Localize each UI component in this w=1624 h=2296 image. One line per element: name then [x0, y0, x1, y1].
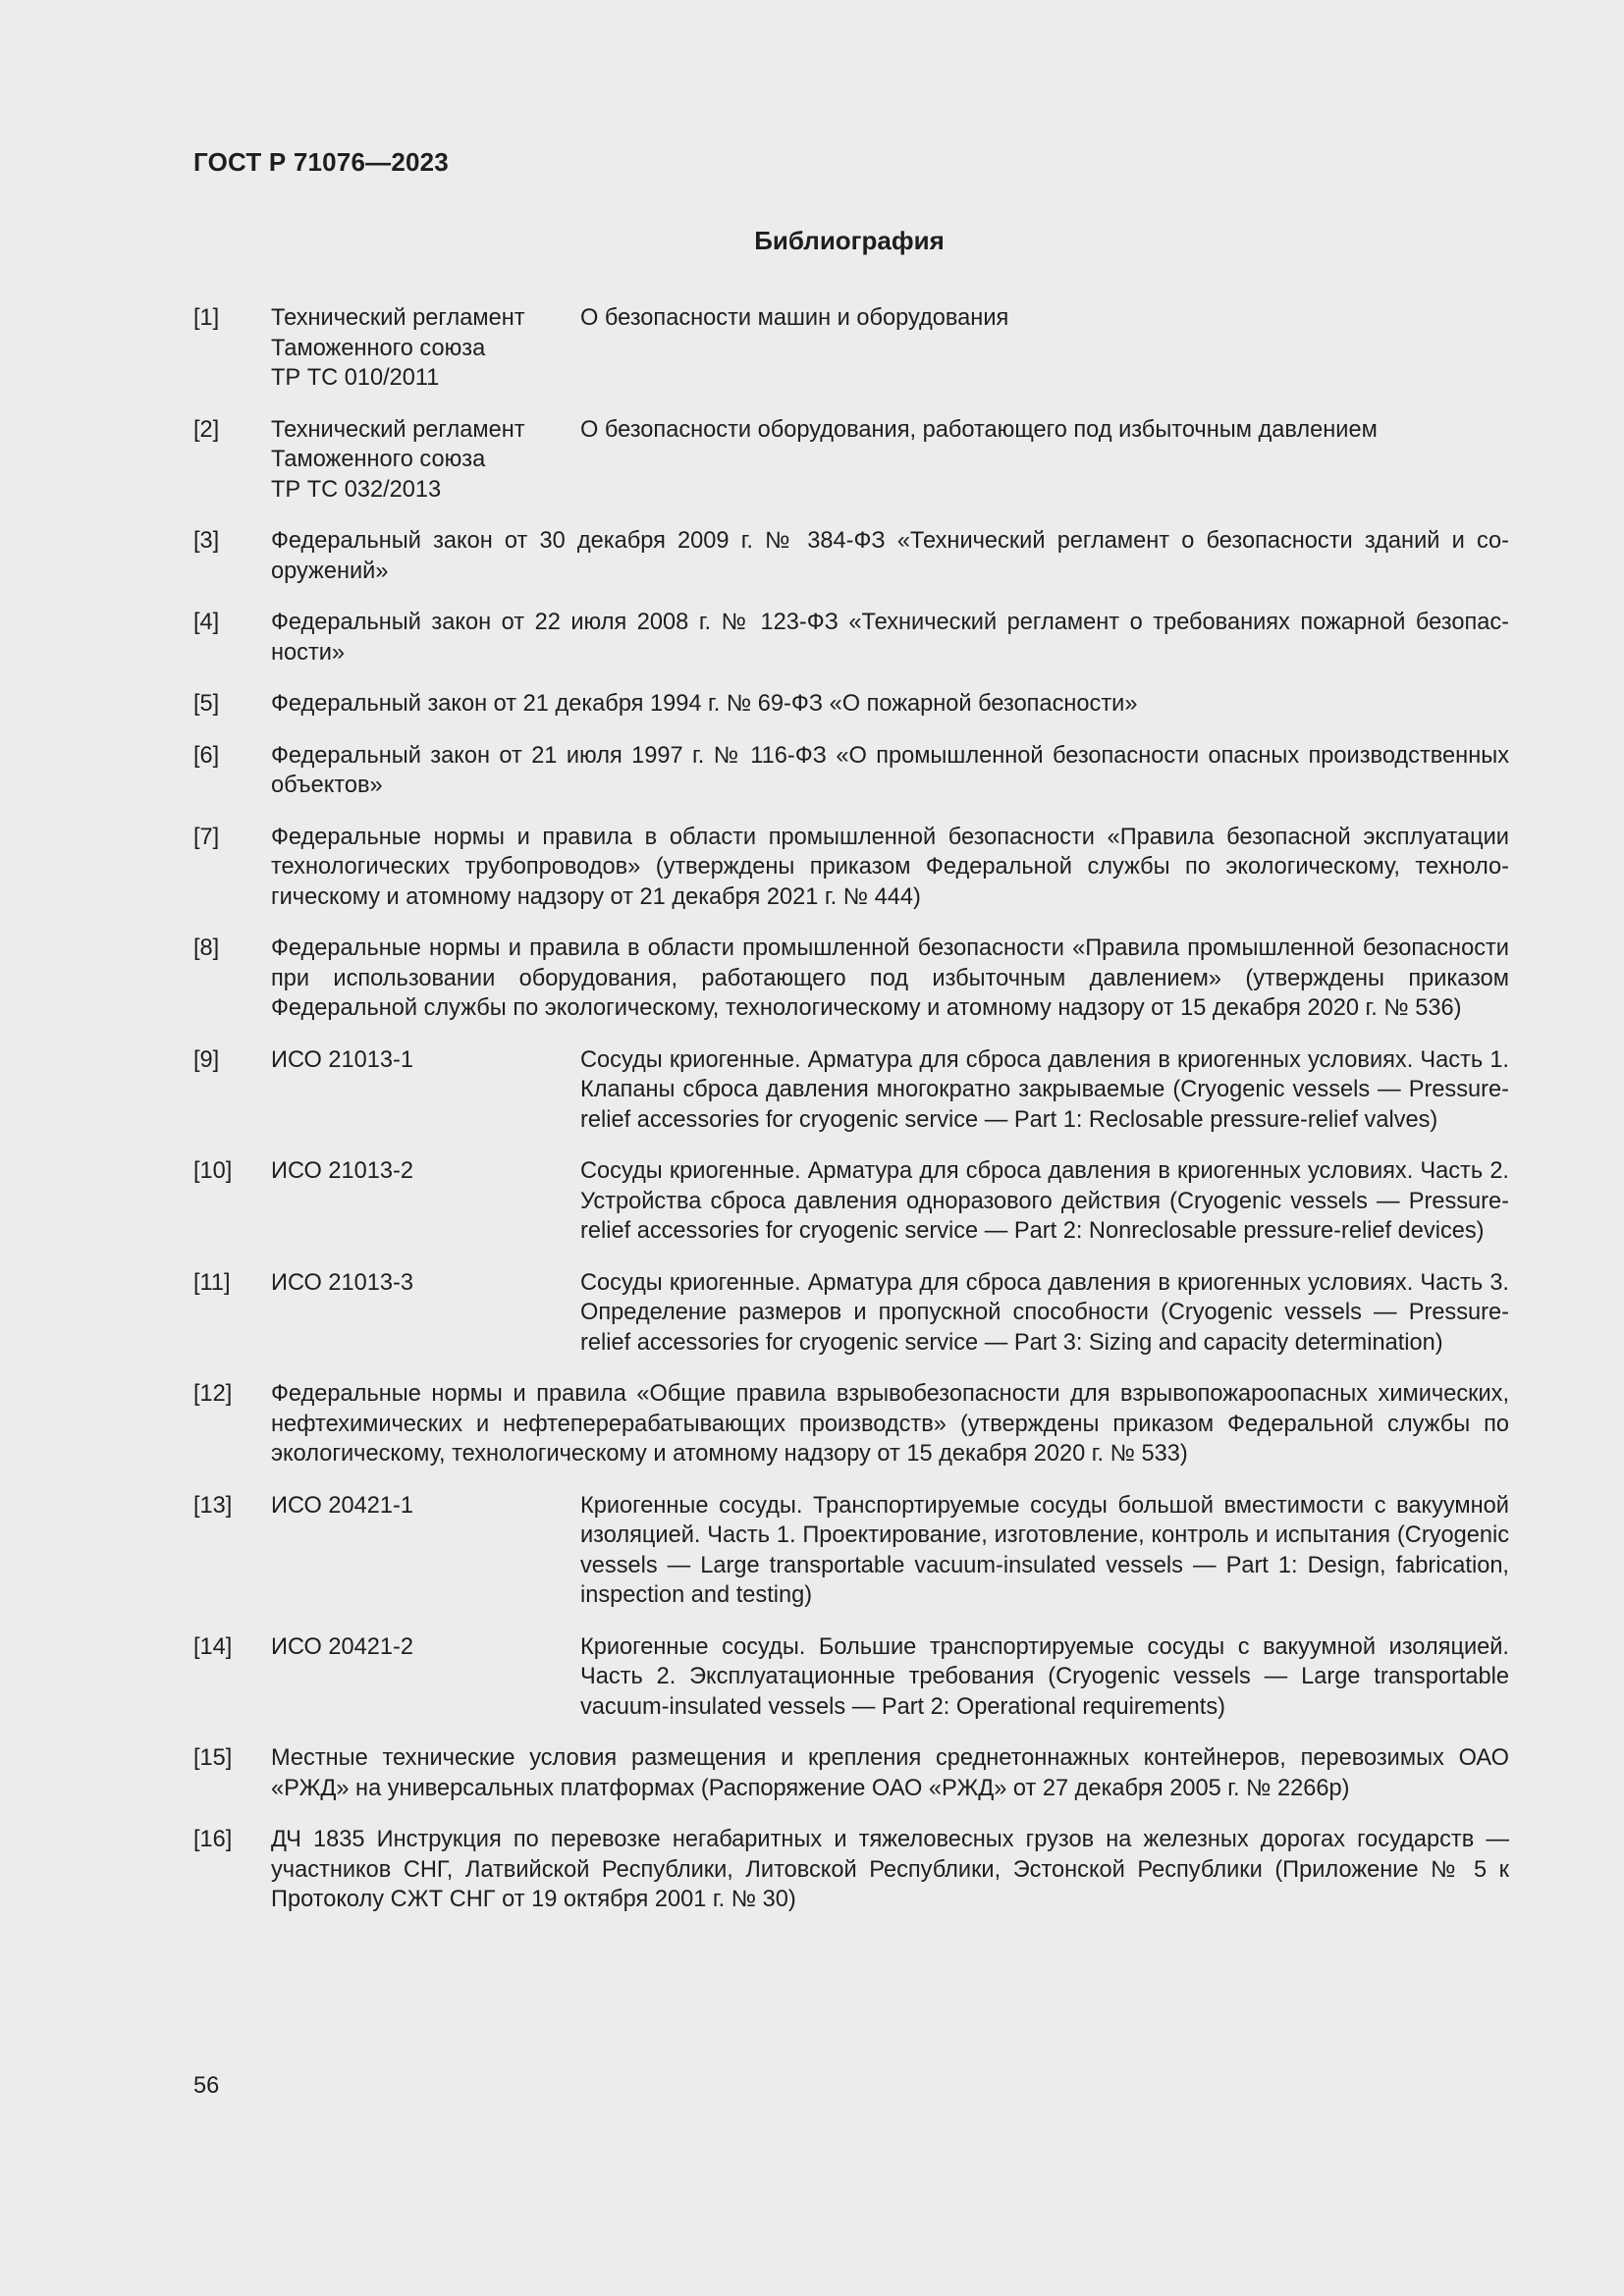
entry-text: Федеральные нормы и правила «Общие правила взрывобезопасности для взрывопожароопасных химических, нефтехимических и нефтеперерабатывающих производств» (утверждены приказом Федеральной службы по экологическому, технологическому и атомному надзору от 15 декабря 2020 г. № 533) [271, 1381, 1509, 1467]
entry-designation-line: Таможенного союза [271, 447, 486, 472]
entry-title: Сосуды криогенные. Арматура для сброса давления в криогенных условиях. Часть 3. Определение размеров и пропускной способности (Cryogenic vessels — Pressure-relief accessories for cryogenic service — Part 3: Sizing and capacity determination) [580, 1269, 1509, 1356]
bibliography-entry [193, 1743, 1509, 1803]
bibliography-entry [193, 1156, 1509, 1247]
entry-number: [9] [193, 1046, 220, 1073]
entry-number: [8] [193, 935, 220, 961]
entry-number: [15] [193, 1745, 233, 1771]
entry-number: [1] [193, 305, 220, 331]
bibliography-entry [193, 1045, 1509, 1136]
bibliography-entry [193, 1379, 1509, 1469]
bibliography-entry [193, 1632, 1509, 1723]
entry-title: О безопасности оборудования, работающего под избыточным давлением [580, 416, 1378, 443]
bibliography-entry [193, 608, 1509, 667]
entry-text: Федеральные нормы и правила в области промышленной безопасности «Правила безопасной эксплуатации технологических трубопроводов» (утверждены приказом Федеральной службы по экологическому, технологическому и атомному надзору от 21 декабря 2021 г. № 444) [271, 824, 1509, 910]
bibliography-entry [193, 934, 1509, 1024]
entry-number: [4] [193, 610, 220, 635]
entry-number: [10] [193, 1158, 233, 1184]
bibliography-entry [193, 1825, 1509, 1915]
bibliography-entry [193, 1491, 1509, 1611]
bibliography-entry [193, 741, 1509, 801]
entry-designation [271, 1268, 580, 1359]
entry-number: [13] [193, 1492, 233, 1519]
bibliography-entry [193, 1268, 1509, 1359]
entry-text: Федеральный закон от 30 декабря 2009 г. № 384-ФЗ «Технический регламент о безопасности зданий и сооружений» [271, 528, 1509, 584]
entry-designation [271, 415, 580, 506]
page-number: 56 [193, 2073, 220, 2099]
entry-number: [12] [193, 1381, 233, 1407]
entry-designation [271, 303, 580, 394]
entry-designation [271, 1632, 580, 1723]
section-title: Библиография [754, 226, 945, 255]
entry-text: ДЧ 1835 Инструкция по перевозке негабаритных и тяжеловесных грузов на железных дорогах государств — участников СНГ, Латвийской Республики, Литовской Республики, Эстонской Республики (Приложение № 5 к Протоколу СЖТ СНГ от 19 октября 2001 г. № 30) [271, 1827, 1509, 1912]
entry-number: [5] [193, 691, 220, 717]
entry-designation [271, 1045, 580, 1136]
entry-text: Федеральный закон от 21 декабря 1994 г. № 69-ФЗ «О пожарной безопасности» [271, 691, 1138, 717]
entry-designation-line: ИСО 21013-1 [271, 1046, 413, 1073]
entry-designation-line: ТР ТС 032/2013 [271, 476, 442, 503]
bibliography-list [193, 303, 1509, 1937]
entry-designation-line: ИСО 20421-1 [271, 1492, 413, 1519]
entry-text: Федеральный закон от 21 июля 1997 г. № 116-ФЗ «О промышленной безопасности опасных производственных объектов» [271, 742, 1509, 798]
entry-designation-line: Таможенного союза [271, 335, 486, 361]
bibliography-entry [193, 415, 1509, 506]
entry-number: [14] [193, 1633, 233, 1660]
entry-title: Криогенные сосуды. Большие транспортируемые сосуды с вакуумной изоляцией. Часть 2. Эксплуатационные требования (Cryogenic vessels — Large transportable vacuum-insulated vessels — Part 2: Operational requirements) [580, 1633, 1509, 1720]
entry-number: [11] [193, 1269, 231, 1296]
bibliography-entry [193, 303, 1509, 394]
entry-designation [271, 1156, 580, 1247]
entry-text: Федеральные нормы и правила в области промышленной безопасности «Правила промышленной безопасности при использовании оборудования, работающего под избыточным давлением» (утверждены приказом Федеральной службы по экологическому, технологическому и атомному надзору от 15 декабря 2020 г. № 536) [271, 935, 1509, 1021]
bibliography-entry [193, 526, 1509, 586]
entry-designation-line: ТР ТС 010/2011 [271, 365, 440, 391]
entry-number: [6] [193, 742, 220, 769]
entry-designation [271, 1491, 580, 1611]
entry-designation-line: ИСО 20421-2 [271, 1633, 413, 1660]
entry-designation-line: Технический регламент [271, 305, 525, 331]
entry-designation-line: ИСО 21013-2 [271, 1158, 413, 1184]
entry-designation-line: Технический регламент [271, 416, 525, 443]
entry-number: [16] [193, 1827, 233, 1852]
entry-title: Криогенные сосуды. Транспортируемые сосуды большой вместимости с вакуумной изоляцией. Часть 1. Проектирование, изготовление, контроль и испытания (Cryogenic vessels — Large transportable vacuum-insulated vessels — Part 1: Design, fabrication, inspection and testing) [580, 1492, 1509, 1608]
bibliography-entry [193, 689, 1509, 720]
entry-title: О безопасности машин и оборудования [580, 305, 1009, 331]
entry-number: [7] [193, 824, 220, 850]
entry-title: Сосуды криогенные. Арматура для сброса давления в криогенных условиях. Часть 1. Клапаны сброса давления многократно закрываемые (Cryogenic vessels — Pressure-relief accessories for cryogenic service — Part 1: Reclosable pressure-relief valves) [580, 1046, 1509, 1133]
document-code: ГОСТ Р 71076—2023 [193, 147, 449, 177]
entry-designation-line: ИСО 21013-3 [271, 1269, 413, 1296]
entry-number: [2] [193, 416, 220, 443]
bibliography-entry [193, 823, 1509, 913]
entry-number: [3] [193, 528, 220, 554]
entry-text: Федеральный закон от 22 июля 2008 г. № 123-ФЗ «Технический регламент о требованиях пожарной безопасности» [271, 610, 1509, 666]
entry-title: Сосуды криогенные. Арматура для сброса давления в криогенных условиях. Часть 2. Устройства сброса давления одноразового действия (Cryogenic vessels — Pressure-relief accessories for cryogenic service — Part 2: Nonreclosable pressure-relief devices) [580, 1158, 1509, 1244]
entry-text: Местные технические условия размещения и крепления среднетоннажных контейнеров, перевозимых ОАО «РЖД» на универсальных платформах (Распоряжение ОАО «РЖД» от 27 декабря 2005 г. № 2266р) [271, 1745, 1509, 1801]
